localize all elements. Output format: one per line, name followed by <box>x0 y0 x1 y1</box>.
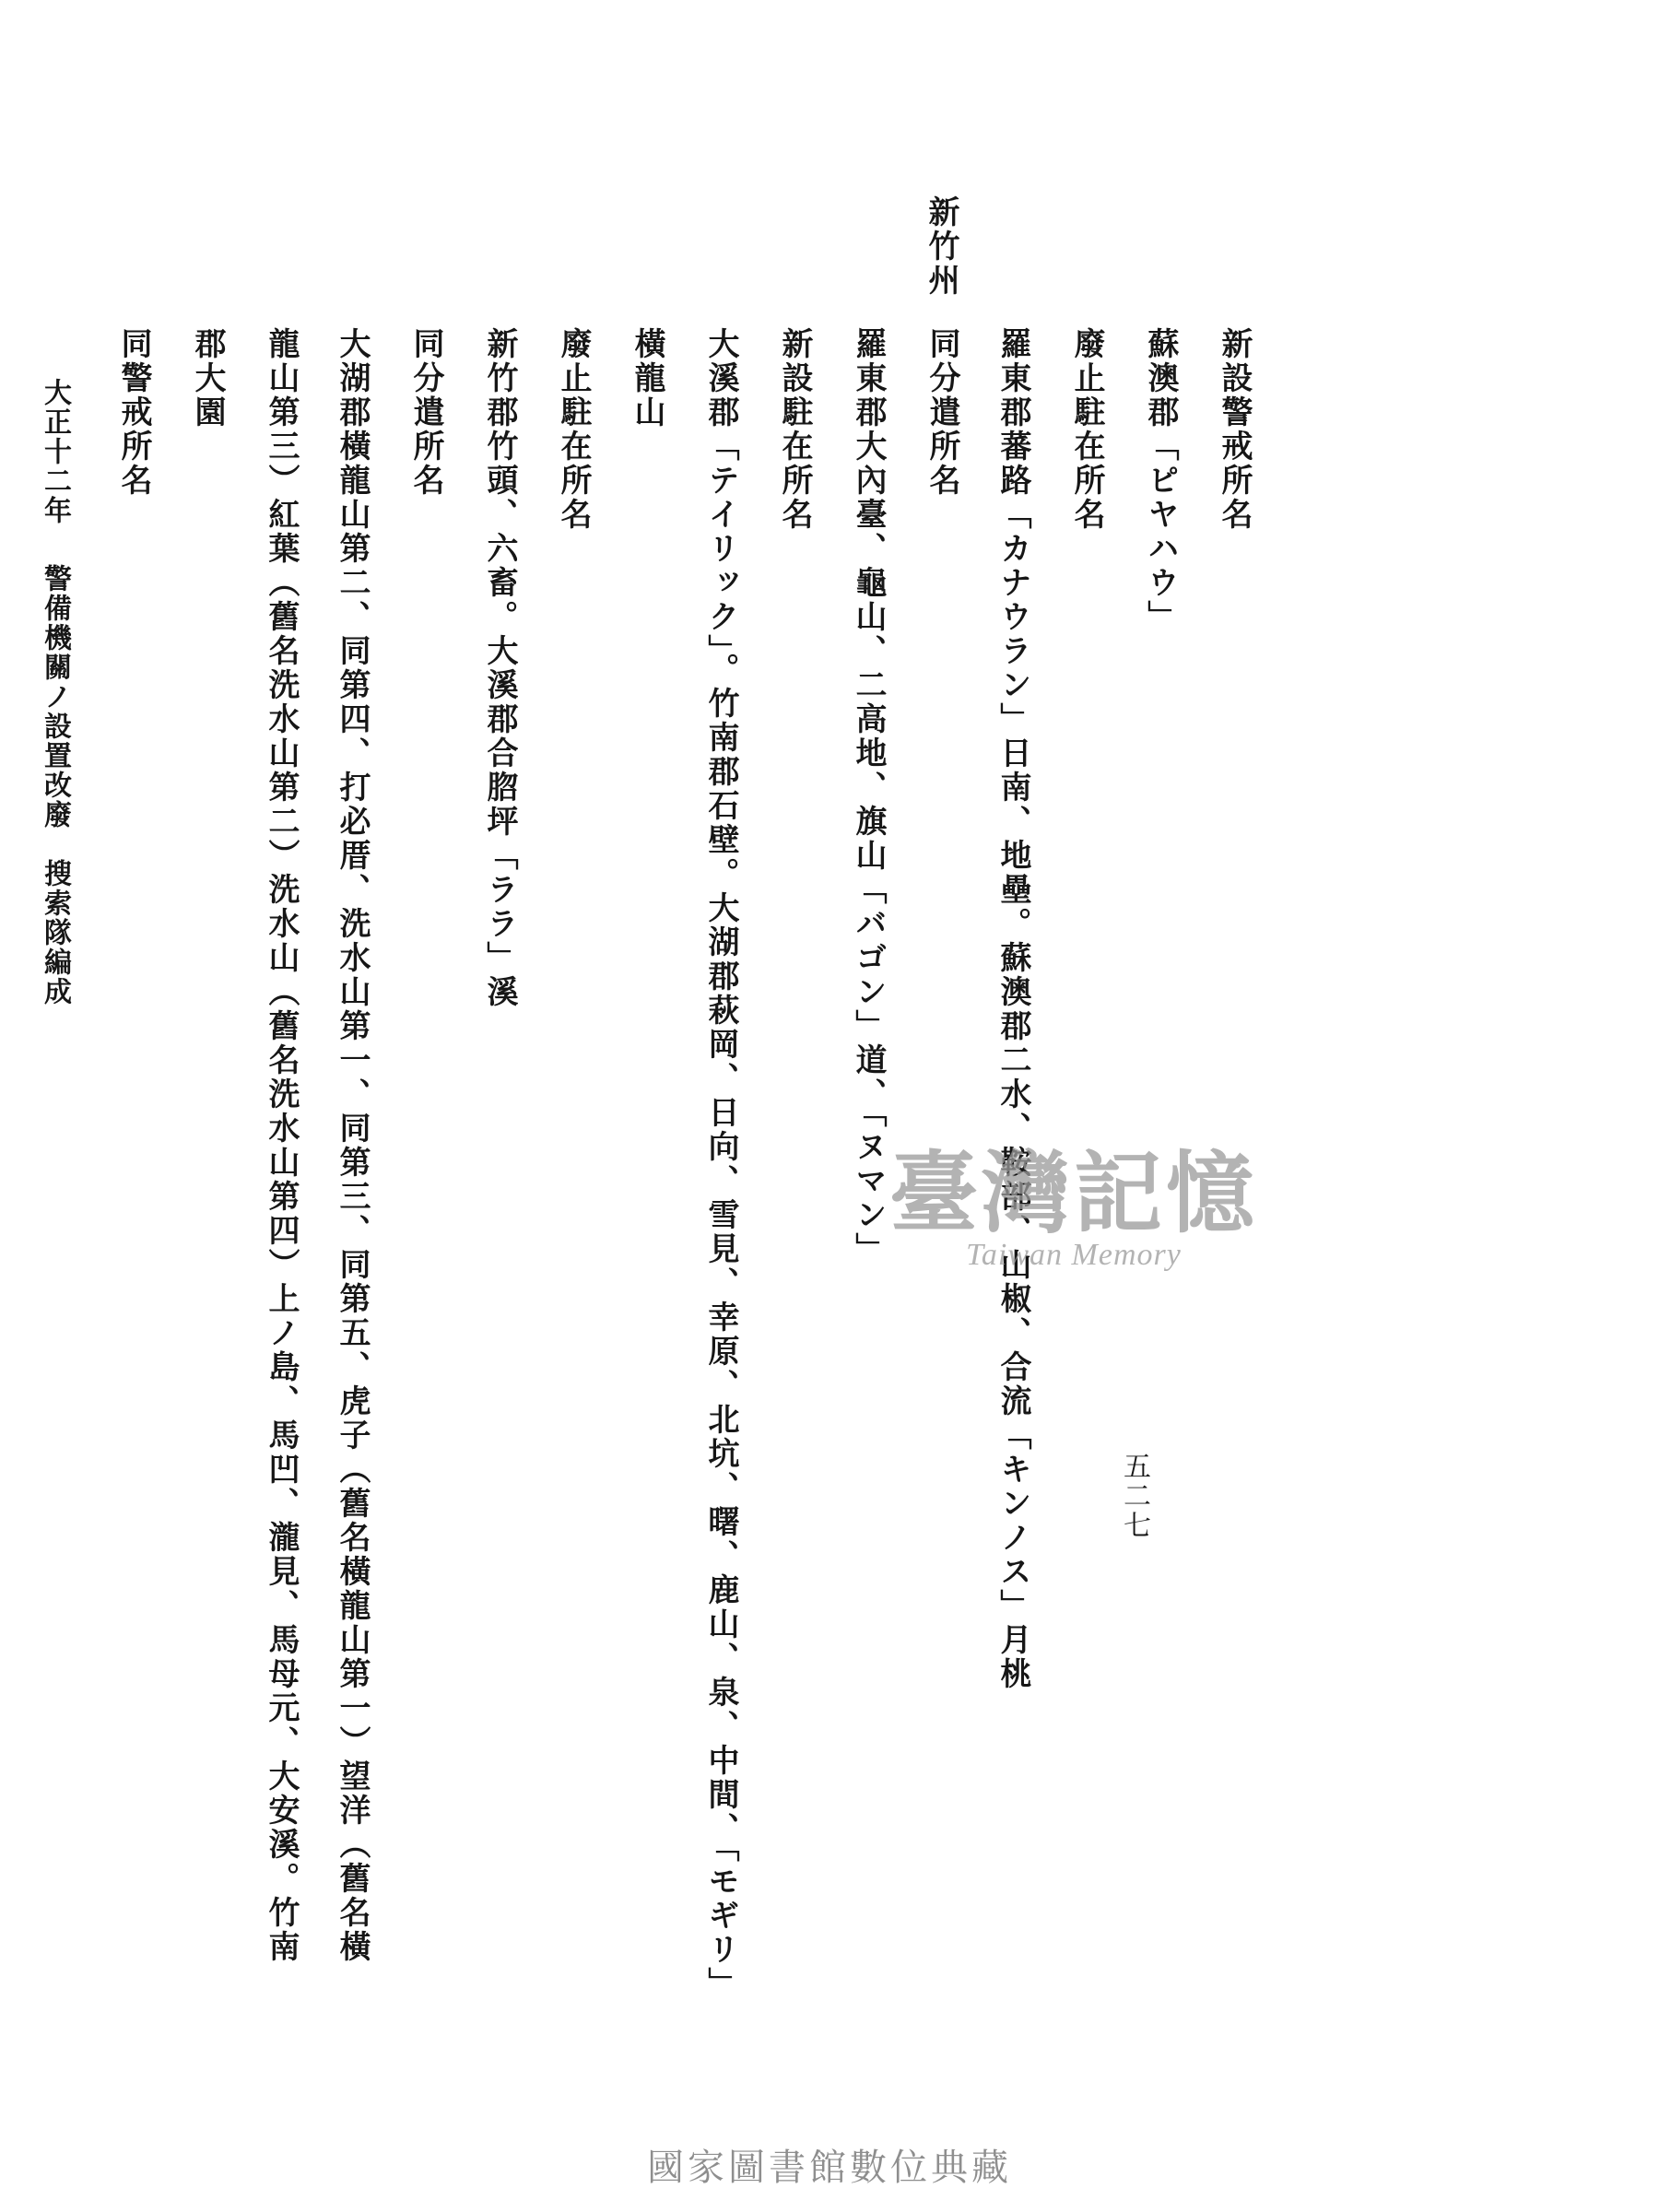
text-column-14: 龍山第三）紅葉（舊名洗水山第二）洗水山（舊名洗水山第四）上ノ島、馬凹、瀧見、馬母元、大安溪。竹南 <box>263 327 300 1964</box>
watermark-logo <box>834 1141 1313 1277</box>
page-number: 五二七 <box>1118 1452 1150 1540</box>
text-column-7: 新設駐在所名 <box>776 327 813 532</box>
text-column-2: 蘇澳郡「ピヤハウ」 <box>1142 327 1179 634</box>
text-column-11: 新竹郡竹頭、六畜。大溪郡合脗坪「ララ」溪 <box>481 327 518 1009</box>
running-head-year: 大正十二年 <box>39 378 71 525</box>
section-heading: 新竹州 <box>923 195 959 298</box>
watermark-en: Taiwan Memory <box>966 1238 1182 1272</box>
text-column-3: 廢止駐在所名 <box>1068 327 1105 532</box>
text-column-1: 新設警戒所名 <box>1216 327 1253 532</box>
text-column-4: 羅東郡蕃路「カナウラン」日南、地壘。蘇澳郡二水、鞍部、山椒、合流「キンノス」月桃 <box>994 327 1031 1691</box>
text-column-8: 大溪郡「テイリック」。竹南郡石壁。大湖郡萩岡、日向、雪見、幸原、北坑、曙、鹿山、泉、中間、「モギリ」 <box>702 327 739 2001</box>
text-column-13: 大湖郡橫龍山第二、同第四、打必厝、洗水山第一、同第三、同第五、虎子（舊名橫龍山第一）望洋（舊名橫 <box>334 327 371 1964</box>
text-column-9: 橫龍山 <box>629 327 665 429</box>
text-column-15: 郡大園 <box>189 327 226 429</box>
text-column-16: 同警戒所名 <box>115 327 152 498</box>
running-head-title: 警備機關ノ設置改廢 搜索隊編成 <box>39 564 71 1006</box>
text-column-12: 同分遣所名 <box>407 327 444 498</box>
watermark-cjk: 臺灣記憶 <box>889 1141 1258 1245</box>
text-column-6: 羅東郡大內臺、龜山、二高地、旗山「バゴン」道、「ヌマン」 <box>850 327 887 1266</box>
text-column-10: 廢止駐在所名 <box>555 327 592 532</box>
text-column-5: 同分遣所名 <box>924 327 960 498</box>
footer-collection-name: 國家圖書館數位典藏 <box>647 2147 1012 2189</box>
